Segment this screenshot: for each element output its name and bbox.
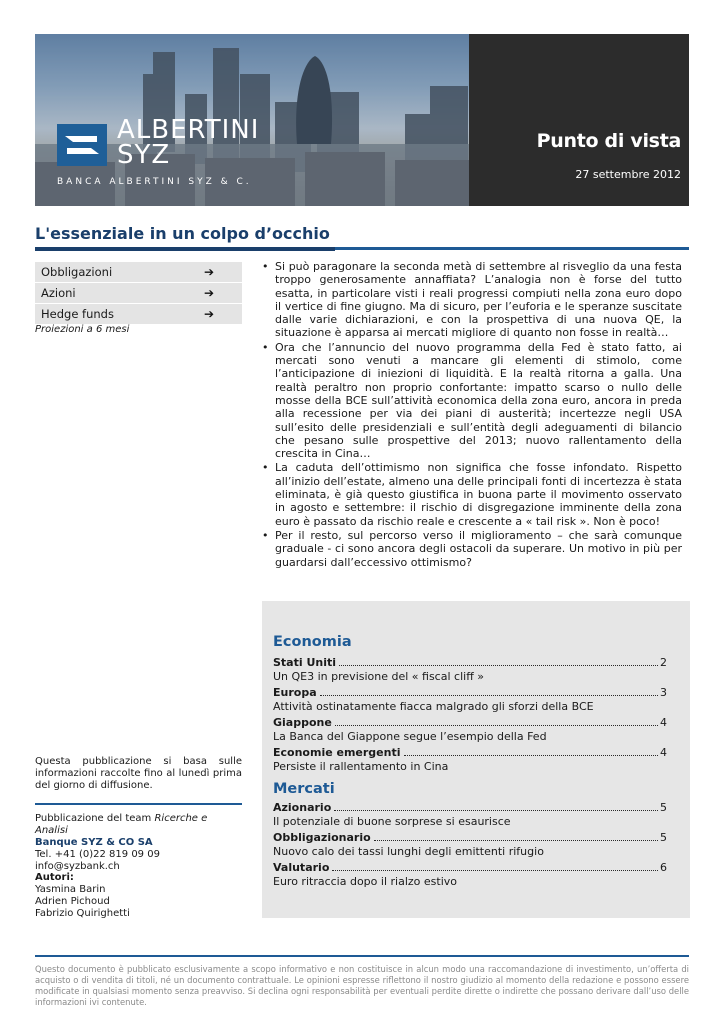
- bullet-item: • La caduta dell’ottimismo non significa che fosse infondato. Rispetto all’inizio dell’estate, almeno una delle principali fonti di incertezza è stata eliminata, è già questo giustifica in buona parte il movimento osservato in agosto e settembre: il rischio di disgregazione imminente della zona euro è passato da rischio reale e crescente a « tail risk ». Non è poco!: [262, 461, 682, 527]
- publisher-team: Ricerche e Analisi: [35, 813, 208, 836]
- bullet-item: • Per il resto, sul percorso verso il miglioramento – che sarà comunque graduale - ci sono ancora degli ostacoli da superare. Un motivo in più per guardarsi dall’eccessivo ottimismo?: [262, 529, 682, 569]
- publisher-prefix: Pubblicazione del team: [35, 813, 155, 824]
- bullet-item: • Si può paragonare la seconda metà di settembre al risveglio da una festa troppo generosamente annaffiata? L’analogia non è forse del tutto esatta, in particolare visti i reali progressi compiuti nella zona euro dopo il vertice di fine giugno. Ma di sicuro, per l’euforia e le speranze suscitate dalle varie dichiarazioni, e con la prospettiva di una nuova QE, la situazione è apparsa ai mercati migliore di quanto non fosse in realtà…: [262, 260, 682, 340]
- toc-entry-description: Il potenziale di buone sorprese si esaurisce: [273, 815, 511, 828]
- header-banner: [35, 34, 689, 206]
- nav-item-label: Obbligazioni: [41, 265, 113, 279]
- toc-entry-title: Stati Uniti: [273, 656, 337, 669]
- nav-item-azioni[interactable]: [35, 283, 242, 304]
- legal-disclaimer: Questo documento è pubblicato esclusivamente a scopo informativo e non costituisce in alcun modo una raccomandazione di investimento, un’offerta di acquisto o di vendita di titoli, né un documento contrattuale. Le opinioni espresse riflettono il nostro giudizio al momento della redazione e possono essere modificate in qualsiasi momento senza preavviso. Si declina ogni responsabilità per eventuali perdite dirette o indirette che possano derivare dall’uso delle informazioni ivi contenute.: [35, 964, 689, 1007]
- toc-entry-description: La Banca del Giappone segue l’esempio della Fed: [273, 730, 547, 743]
- nav-item-label: Hedge funds: [41, 307, 114, 321]
- toc-leader-dots: [332, 870, 658, 871]
- toc-entry-description: Un QE3 in previsione del « fiscal cliff »: [273, 670, 484, 683]
- publisher-info: [35, 813, 242, 873]
- notes-divider: [35, 803, 242, 805]
- nav-item-label: Azioni: [41, 286, 76, 300]
- authors-label: Autori:: [35, 872, 74, 883]
- toc-entry-title: Valutario: [273, 861, 330, 874]
- toc-page-number: 2: [660, 656, 667, 669]
- email-address[interactable]: info@syzbank.ch: [35, 861, 120, 872]
- toc-page-number: 5: [660, 831, 667, 844]
- toc-page-number: 6: [660, 861, 667, 874]
- toc-entry[interactable]: [273, 686, 667, 714]
- author-name: Fabrizio Quirighetti: [35, 908, 130, 919]
- toc-leader-dots: [334, 810, 658, 811]
- summary-bullets: [262, 260, 682, 570]
- arrow-right-icon: ➔: [203, 286, 214, 300]
- toc-entry[interactable]: [273, 656, 667, 684]
- title-divider-accent: [35, 247, 335, 251]
- bullet-item: • Ora che l’annuncio del nuovo programma della Fed è stato fatto, ai mercati sono venuti a mancare gli elementi di stimolo, come l’anticipazione di iniezioni di liquidità. E la realtà ritorna a galla. Una realtà peraltro non proprio confortante: impatto scarso o nullo delle mosse della BCE sull’attività economica della zona euro, ancora in preda alla recessione per via dei piani di austerità; incertezze negli USA sull’esito delle presidenziali e sull’entità degli adeguamenti di bilancio che pesano sulle prospettive del 2013; nuovo rallentamento della crescita in Cina…: [262, 341, 682, 461]
- page-title: Punto di vista: [536, 130, 681, 152]
- toc-entry[interactable]: [273, 746, 667, 774]
- authors-block: [35, 872, 242, 920]
- phone-number: Tel. +41 (0)22 819 09 09: [35, 849, 160, 860]
- albertini-syz-logo-mark: [57, 124, 107, 166]
- toc-page-number: 5: [660, 801, 667, 814]
- toc-leader-dots: [404, 755, 658, 756]
- toc-entry-title: Azionario: [273, 801, 332, 814]
- toc-page-number: 3: [660, 686, 667, 699]
- nav-item-obbligazioni[interactable]: [35, 262, 242, 283]
- toc-entry-description: Euro ritraccia dopo il rialzo estivo: [273, 875, 457, 888]
- author-name: Adrien Pichoud: [35, 896, 110, 907]
- publication-date: 27 settembre 2012: [575, 168, 681, 181]
- footer-divider: [35, 955, 689, 957]
- publication-basis-note: Questa pubblicazione si basa sulle informazioni raccolte fino al lunedì prima del giorno di diffusione.: [35, 756, 242, 791]
- toc-entry[interactable]: [273, 716, 667, 744]
- toc-entry-description: Persiste il rallentamento in Cina: [273, 760, 449, 773]
- arrow-right-icon: ➔: [203, 307, 214, 321]
- bank-name: Banque SYZ & CO SA: [35, 837, 153, 848]
- toc-heading-economia: Economia: [273, 634, 352, 650]
- toc-entry-title: Economie emergenti: [273, 746, 401, 759]
- toc-entry-description: Attività ostinatamente fiacca malgrado gli sforzi della BCE: [273, 700, 594, 713]
- arrow-right-icon: ➔: [203, 265, 214, 279]
- toc-entry-title: Europa: [273, 686, 317, 699]
- toc-entry[interactable]: [273, 801, 667, 829]
- nav-caption: Proiezioni a 6 mesi: [35, 324, 130, 335]
- toc-page-number: 4: [660, 716, 667, 729]
- author-name: Yasmina Barin: [35, 884, 106, 895]
- toc-leader-dots: [339, 665, 658, 666]
- toc-heading-mercati: Mercati: [273, 781, 335, 797]
- toc-entry-description: Nuovo calo dei tassi lunghi degli emittenti rifugio: [273, 845, 544, 858]
- toc-leader-dots: [335, 725, 658, 726]
- nav-item-hedge-funds[interactable]: [35, 304, 242, 325]
- toc-leader-dots: [374, 840, 658, 841]
- toc-leader-dots: [320, 695, 658, 696]
- city-skyline-photo: [35, 34, 469, 206]
- toc-entry-title: Obbligazionario: [273, 831, 371, 844]
- table-of-contents: [262, 601, 690, 918]
- asset-class-nav: [35, 262, 242, 325]
- section-title: L'essenziale in un colpo d’occhio: [35, 224, 330, 243]
- toc-page-number: 4: [660, 746, 667, 759]
- toc-entry[interactable]: [273, 831, 667, 859]
- logo-subtitle: BANCA ALBERTINI SYZ & C.: [57, 177, 252, 187]
- toc-entry[interactable]: [273, 861, 667, 889]
- logo-wordmark: ALBERTINI SYZ: [117, 115, 260, 170]
- toc-entry-title: Giappone: [273, 716, 332, 729]
